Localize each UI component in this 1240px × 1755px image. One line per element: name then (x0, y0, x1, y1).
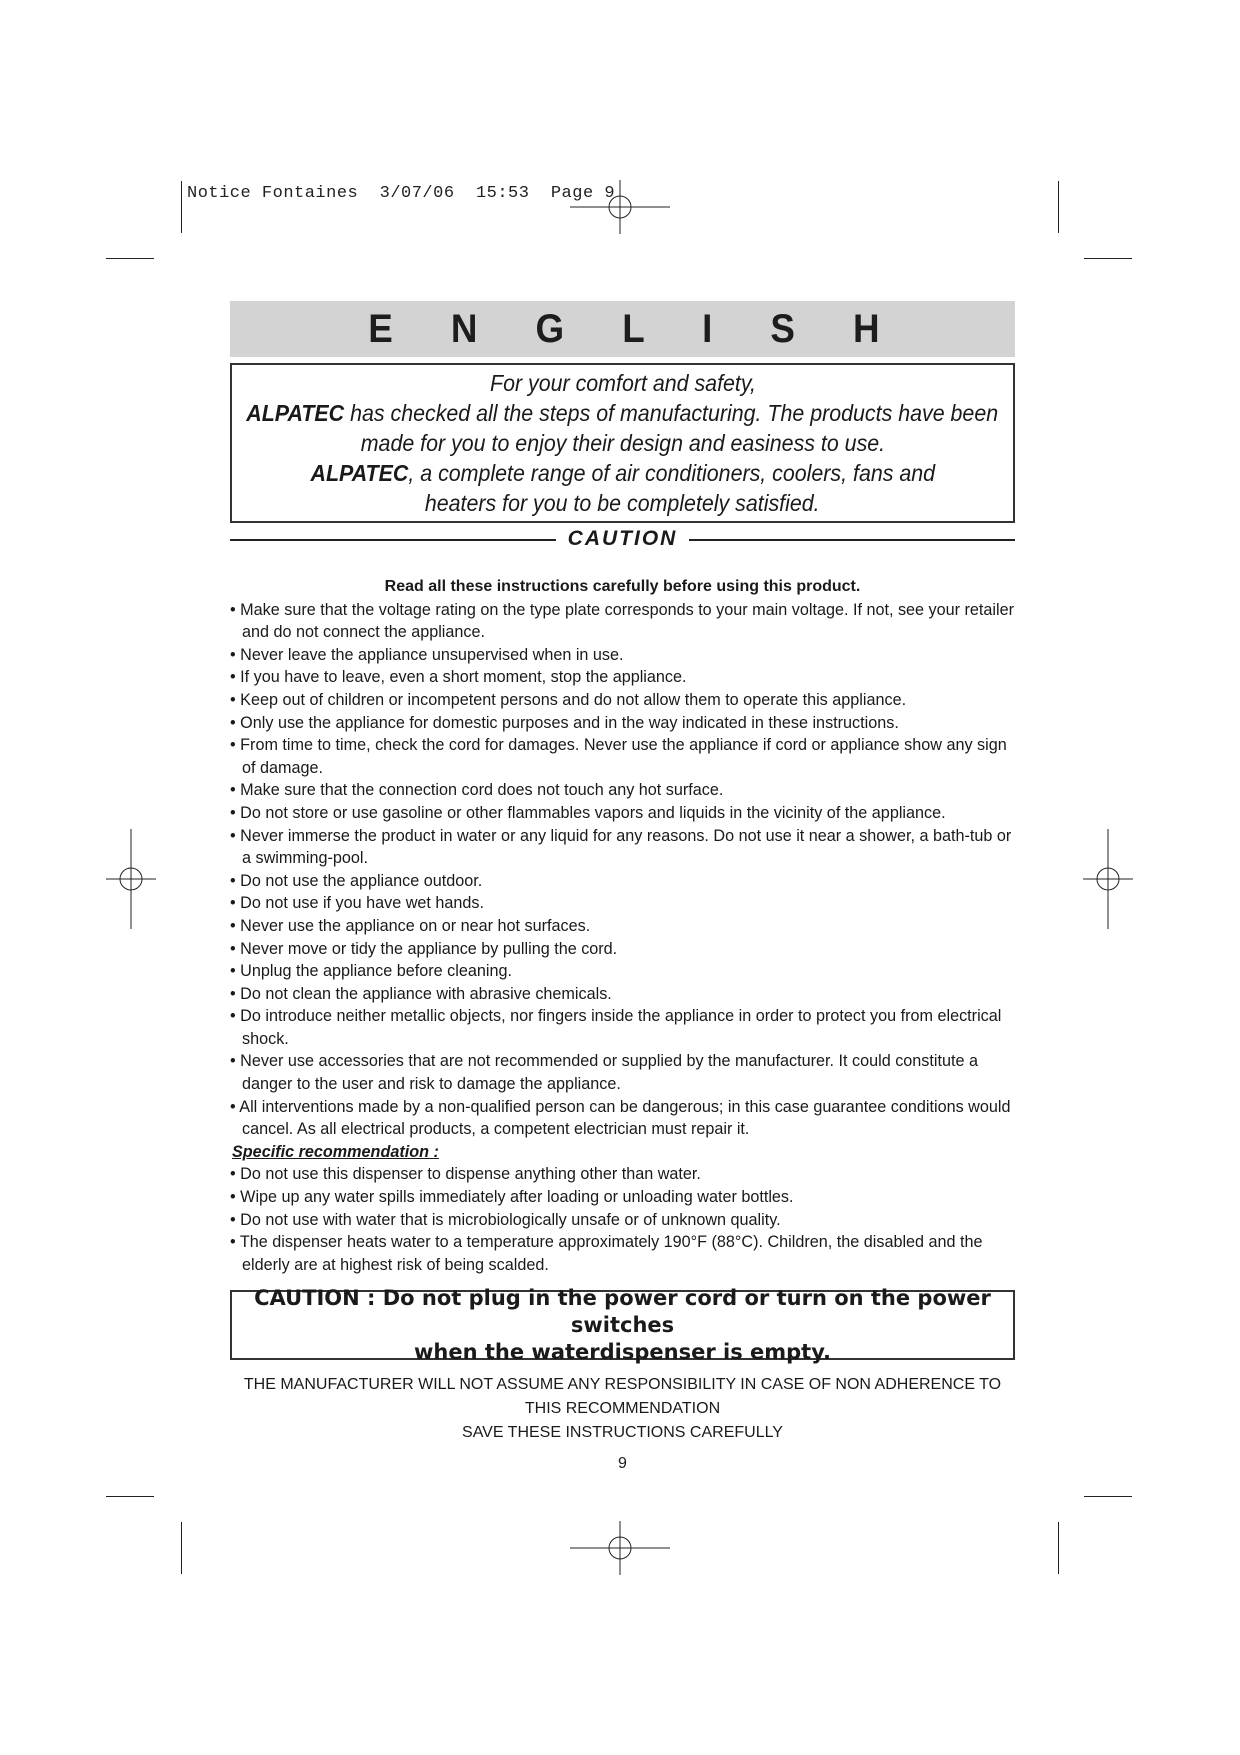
brand-name: ALPATEC (246, 400, 345, 426)
list-item: • Make sure that the connection cord does not touch any hot surface. (230, 781, 724, 800)
list-item: • Do not clean the appliance with abrasive chemicals. (230, 984, 612, 1003)
list-item: • Do introduce neither metallic objects, nor fingers inside the appliance in order to protect you from electrical shock. (230, 1007, 1002, 1048)
footer-line-2: THIS RECOMMENDATION (524, 1400, 721, 1417)
intro-line-5: heaters for you to be completely satisfied. (425, 490, 820, 516)
footer-line-1: THE MANUFACTURER WILL NOT ASSUME ANY RESPONSIBILITY IN CASE OF NON ADHERENCE TO (243, 1376, 1002, 1393)
list-item: • Do not store or use gasoline or other flammables vapors and liquids in the vicinity of the appliance. (230, 803, 946, 822)
page-title: E N G L I S H (367, 306, 904, 351)
warning-line-2: when the waterdispenser is empty. (414, 1339, 831, 1364)
list-item: • Do not use if you have wet hands. (230, 894, 485, 913)
list-item: • Do not use this dispenser to dispense anything other than water. (230, 1165, 701, 1184)
intro-line-2 (247, 398, 999, 428)
list-item: • All interventions made by a non-qualified person can be dangerous; in this case guarantee conditions would cancel. As all electrical products, a competent electrician must repair it. (230, 1097, 1011, 1139)
list-item: • Never use accessories that are not recommended or supplied by the manufacturer. It could constitute a danger to the user and risk to damage the appliance. (230, 1052, 978, 1094)
list-item: • Never leave the appliance unsupervised when in use. (230, 645, 624, 664)
title-bar (230, 301, 1015, 357)
intro-line-3: made for you to enjoy their design and easiness to use. (360, 430, 885, 456)
list-item: • Do not use with water that is microbiologically unsafe or of unknown quality. (230, 1210, 781, 1229)
page-number: 9 (618, 1455, 627, 1472)
caution-heading-text: CAUTION (556, 527, 690, 550)
printer-slug: Notice Fontaines 3/07/06 15:53 Page 9 (187, 184, 616, 203)
list-item: • Wipe up any water spills immediately after loading or unloading water bottles. (230, 1188, 794, 1207)
list-item: • Never move or tidy the appliance by pulling the cord. (230, 939, 618, 958)
list-item: • From time to time, check the cord for damages. Never use the appliance if cord or appliance show any sign of damage. (230, 736, 1007, 777)
intro-line-2-text: has checked all the steps of manufacturing. The products have been (344, 400, 999, 426)
list-item: • Only use the appliance for domestic purposes and in the way indicated in these instructions. (230, 713, 899, 732)
footer-line-3: SAVE THESE INSTRUCTIONS CAREFULLY (462, 1424, 783, 1441)
list-item: • Never use the appliance on or near hot surfaces. (230, 916, 591, 935)
list-item: • Keep out of children or incompetent persons and do not allow them to operate this appliance. (230, 690, 907, 709)
intro-line-4 (310, 458, 935, 488)
safety-bullet-list (230, 599, 1015, 1141)
instructions (230, 576, 1015, 1276)
warning-line-1: CAUTION : Do not plug in the power cord or turn on the power switches (254, 1285, 991, 1337)
caution-divider (230, 524, 1015, 554)
instructions-heading: Read all these instructions carefully before using this product. (384, 578, 861, 595)
intro-box (230, 363, 1015, 523)
intro-line-1: For your comfort and safety, (489, 370, 756, 396)
list-item: • Make sure that the voltage rating on the type plate corresponds to your main voltage. If not, see your retailer and do not connect the appliance. (230, 600, 1015, 642)
intro-line-4-text: , a complete range of air conditioners, coolers, fans and (408, 460, 935, 486)
specific-recommendation-heading: Specific recommendation : (232, 1142, 439, 1161)
specific-bullet-list (230, 1163, 1015, 1276)
list-item: • The dispenser heats water to a temperature approximately 190°F (88°C). Children, the disabled and the elderly are at highest risk of being scalded. (230, 1233, 983, 1274)
footer (230, 1373, 1015, 1445)
warning-box (230, 1285, 1015, 1364)
list-item: • Do not use the appliance outdoor. (230, 871, 483, 890)
list-item: • Unplug the appliance before cleaning. (230, 962, 512, 981)
caution-heading (230, 524, 1015, 554)
list-item: • If you have to leave, even a short moment, stop the appliance. (230, 668, 687, 687)
brand-name: ALPATEC (310, 460, 409, 486)
list-item: • Never immerse the product in water or any liquid for any reasons. Do not use it near a shower, a bath-tub or a swimming-pool. (230, 826, 1012, 868)
